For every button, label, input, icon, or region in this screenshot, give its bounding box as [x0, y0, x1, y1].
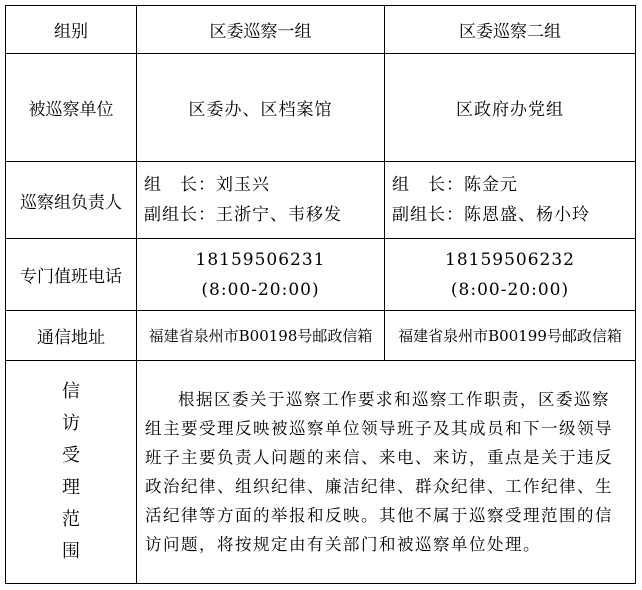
address-row [6, 311, 636, 361]
header-group-2: 区委巡察二组 [385, 6, 636, 54]
phone-group-2-number: 18159506232 [445, 249, 575, 270]
leader-group-2-deputy: 副组长：陈恩盛、杨小玲 [392, 205, 590, 225]
phone-label: 专门值班电话 [6, 239, 137, 311]
scope-row [6, 361, 636, 584]
scope-text: 根据区委关于巡察工作要求和巡察工作职责，区委巡察组主要受理反映被巡察单位领导班子及其成员和下一级领导班子主要负责人问题的来信、来电、来访，重点是关于违反政治纪律、组织纪律、廉洁纪律、群众纪律、工作纪律、生活纪律等方面的举报和反映。其他不属于巡察受理范围的信访问题，将按规定由有关部门和被巡察单位处理。 [137, 361, 636, 584]
unit-group-2: 区政府办党组 [385, 54, 636, 162]
leader-group-1 [137, 162, 385, 239]
phone-row [6, 239, 636, 311]
unit-group-1: 区委办、区档案馆 [137, 54, 385, 162]
leader-group-2-chief: 组 长：陈金元 [392, 175, 518, 195]
leader-label: 巡察组负责人 [6, 162, 137, 239]
phone-group-1-hours: (8:00-20:00) [201, 279, 320, 300]
header-group-1: 区委巡察一组 [137, 6, 385, 54]
scope-label-char: 围 [62, 541, 80, 562]
leader-group-1-chief: 组 长：刘玉兴 [144, 175, 270, 195]
scope-label-char: 访 [62, 413, 80, 434]
scope-label-char: 理 [62, 477, 80, 498]
address-group-2: 福建省泉州市B00199号邮政信箱 [385, 311, 636, 361]
phone-group-2-hours: (8:00-20:00) [450, 279, 570, 300]
address-group-1: 福建省泉州市B00198号邮政信箱 [137, 311, 385, 361]
leader-row [6, 162, 636, 239]
leader-group-1-deputy: 副组长：王浙宁、韦移发 [144, 205, 342, 225]
scope-label-char: 受 [62, 445, 80, 466]
scope-label-char: 信 [62, 381, 80, 402]
address-label: 通信地址 [6, 311, 137, 361]
phone-group-1-number: 18159506231 [195, 249, 326, 270]
header-group-label: 组别 [6, 6, 137, 54]
phone-group-1 [137, 239, 385, 311]
inspection-info-table [5, 5, 636, 584]
scope-label [6, 361, 137, 584]
unit-row [6, 54, 636, 162]
phone-group-2 [385, 239, 636, 311]
header-row [6, 6, 636, 54]
leader-group-2 [385, 162, 636, 239]
scope-label-char: 范 [62, 509, 80, 530]
unit-label: 被巡察单位 [6, 54, 137, 162]
